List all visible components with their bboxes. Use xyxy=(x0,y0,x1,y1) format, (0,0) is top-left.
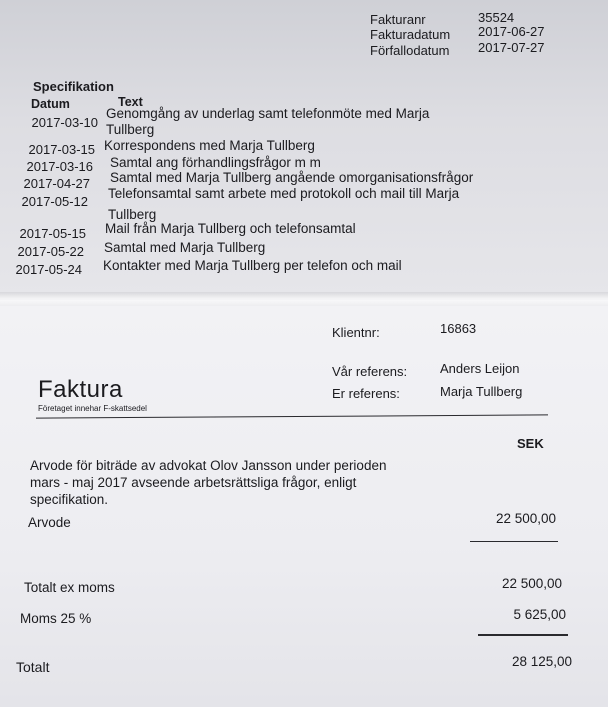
er-referens-value: Marja Tullberg xyxy=(440,384,523,399)
var-referens-value: Anders Leijon xyxy=(440,361,520,376)
spec-row-date: 2017-04-27 xyxy=(23,176,90,191)
description-line: specifikation. xyxy=(30,492,109,507)
forfallodatum-label: Förfallodatum xyxy=(370,43,450,58)
klientnr-value: 16863 xyxy=(440,321,477,336)
spec-row-date: 2017-03-10 xyxy=(31,115,98,130)
moms-label: Moms 25 % xyxy=(20,611,92,626)
paper-fold xyxy=(0,292,608,306)
invoice-title: Faktura xyxy=(38,376,123,403)
spec-col-date: Datum xyxy=(31,97,70,111)
description-line: mars - maj 2017 avseende arbetsrättsliga frågor, enligt xyxy=(30,475,357,490)
spec-row-text: Kontakter med Marja Tullberg per telefon och mail xyxy=(103,258,402,273)
fakturadatum-value: 2017-06-27 xyxy=(478,24,545,39)
arvode-value: 22 500,00 xyxy=(495,511,556,526)
klientnr-label: Klientnr: xyxy=(332,325,380,340)
spec-row-text: Samtal med Marja Tullberg angående omorganisationsfrågor xyxy=(110,170,474,185)
totalt-ex-moms-label: Totalt ex moms xyxy=(24,580,115,595)
spec-row-text: Genomgång av underlag samt telefonmöte med Marja xyxy=(106,106,430,121)
description-line: Arvode för biträde av advokat Olov Jansson under perioden xyxy=(30,458,387,473)
spec-row-text: Korrespondens med Marja Tullberg xyxy=(104,138,315,153)
spec-title: Specifikation xyxy=(33,79,114,94)
invoice-subtitle: Företaget innehar F-skattsedel xyxy=(38,404,147,413)
spec-row-text: Telefonsamtal samt arbete med protokoll och mail till Marja xyxy=(108,186,460,201)
spec-row-date: 2017-05-15 xyxy=(19,226,86,241)
spec-row-text: Samtal med Marja Tullberg xyxy=(104,240,266,255)
spec-row-text: Samtal ang förhandlingsfrågor m m xyxy=(110,155,321,170)
arvode-label: Arvode xyxy=(28,515,71,530)
spec-row-text-cont: Tullberg xyxy=(108,207,157,222)
var-referens-label: Vår referens: xyxy=(332,364,408,379)
forfallodatum-value: 2017-07-27 xyxy=(478,40,545,55)
currency-label: SEK xyxy=(517,436,544,451)
arvode-underline xyxy=(470,541,558,542)
spec-row-date: 2017-03-15 xyxy=(28,142,95,157)
er-referens-label: Er referens: xyxy=(332,386,400,401)
totalt-value: 28 125,00 xyxy=(511,654,572,669)
fakturanr-value: 35524 xyxy=(478,10,515,25)
spec-row-date: 2017-05-12 xyxy=(21,194,88,209)
totalt-ex-moms-value: 22 500,00 xyxy=(501,576,562,591)
spec-row-date: 2017-03-16 xyxy=(26,159,93,174)
fakturanr-label: Fakturanr xyxy=(370,12,426,27)
totalt-label: Totalt xyxy=(16,659,50,675)
spec-row-date: 2017-05-24 xyxy=(15,262,82,277)
spec-row-date: 2017-05-22 xyxy=(17,244,84,259)
fakturadatum-label: Fakturadatum xyxy=(370,27,451,42)
moms-value: 5 625,00 xyxy=(513,607,566,622)
spec-row-text-cont: Tullberg xyxy=(106,122,155,137)
spec-col-text: Text xyxy=(118,95,143,109)
moms-underline xyxy=(478,634,568,636)
spec-row-text: Mail från Marja Tullberg och telefonsamtal xyxy=(105,221,356,236)
